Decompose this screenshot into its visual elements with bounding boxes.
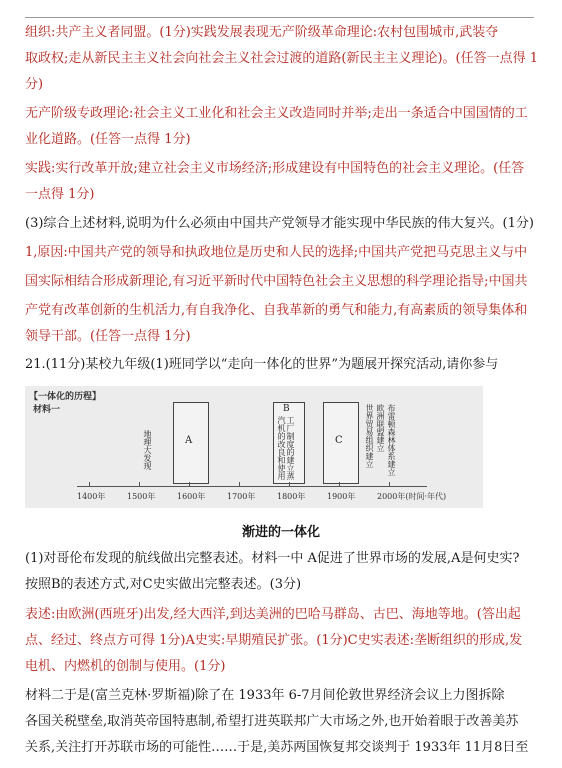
year-label: 1600年 — [177, 492, 206, 501]
figure-caption: 渐进的一体化 — [241, 525, 320, 540]
answer-line: 分) — [25, 77, 44, 92]
answer-line: 电机、内燃机的创制与使用。(1分) — [25, 659, 226, 674]
box-b-text: 工厂制度的建立蒸汽机的改良和使用 — [277, 416, 295, 480]
answer-line: 业化道路。(任答一点得 1分) — [25, 132, 191, 147]
material-label: 材料一 — [33, 405, 61, 415]
year-label: 2000年(时间·年代) — [377, 492, 447, 501]
year-label: 1500年 — [127, 492, 156, 501]
question-line: (1)对哥伦布发现的航线做出完整表述。材料一中 A促进了世界市场的发展,A是何史实? — [25, 551, 520, 566]
figure-header: 【一体化的历程】 — [29, 392, 102, 402]
question-21-line: 21.(11分)某校九年级(1)班同学以“走向一体化的世界”为题展开探究活动,请你参与 — [25, 357, 499, 372]
box-c-label: C — [335, 435, 343, 446]
right-col-1: 世界贸易组织建立 — [365, 404, 374, 468]
axis-tick — [289, 482, 290, 487]
axis-tick — [239, 482, 240, 487]
right-col-2: 欧洲联盟建立 — [376, 404, 385, 452]
year-label: 1900年 — [327, 492, 356, 501]
answer-line: 组织:共产主义者同盟。(1分)实践发展表现无产阶级革命理论:农村包围城市,武装夺 — [25, 25, 499, 40]
discovery-label: 地理大发现 — [143, 430, 152, 470]
answer-line: 一点得 1分) — [25, 187, 95, 202]
answer-line: 表述:由欧洲(西班牙)出发,经大西洋,到达美洲的巴哈马群岛、古巴、海地等地。(答出起 — [25, 607, 521, 622]
axis-tick — [89, 482, 90, 487]
answer-line: 1,原因:中国共产党的领导和执政地位是历史和人民的选择;中国共产党把马克思主义与中 — [25, 245, 528, 260]
material-two-line: 关系,关注打开苏联市场的可能性……于是,美苏两国恢复邦交谈判于 1933年 11月8日至 — [25, 740, 529, 755]
answer-line: 点、经过、终点方可得 1分)A史实:早期殖民扩张。(1分)C史实表述:垄断组织的形成,发 — [25, 633, 523, 648]
answer-line: 领导干部。(任答一点得 1分) — [25, 329, 191, 344]
year-label: 1400年 — [77, 492, 106, 501]
answer-line: 无产阶级专政理论:社会主义工业化和社会主义改造同时并举;走出一条适合中国国情的工 — [25, 106, 528, 121]
timeline-figure — [25, 386, 483, 508]
answer-line: 国实际相结合形成新理论,有习近平新时代中国特色社会主义思想的科学理论指导;中国共 — [25, 274, 528, 289]
answer-line: 取政权;走从新民主主义社会向社会主义社会过渡的道路(新民主主义理论)。(任答一点得 1 — [25, 51, 538, 66]
box-b-letter: B — [283, 404, 290, 414]
question-line: (3)综合上述材料,说明为什么必须由中国共产党领导才能实现中华民族的伟大复兴。(1分) — [25, 216, 534, 231]
answer-line: 产党有改革创新的生机活力,有自我净化、自我革新的勇气和能力,有高素质的领导集体和 — [25, 303, 528, 318]
material-two-line: 材料二于是(富兰克林·罗斯福)除了在 1933年 6-7月间伦敦世界经济会议上力图拆除 — [25, 688, 505, 703]
material-two-line: 各国关税壁垒,取消英帝国特惠制,希望打进英联邦广大市场之外,也开始着眼于改善美苏 — [25, 714, 519, 729]
axis-tick — [139, 482, 140, 487]
right-col-3: 布雷顿森林体系建立 — [387, 404, 396, 476]
year-label: 1700年 — [227, 492, 256, 501]
axis-tick — [339, 482, 340, 487]
top-rule — [25, 17, 534, 18]
question-line: 按照B的表述方式,对C史实做出完整表述。(3分) — [25, 577, 302, 592]
box-a-label: A — [185, 435, 193, 446]
answer-line: 实践:实行改革开放;建立社会主义市场经济;形成建设有中国特色的社会主义理论。(任答 — [25, 161, 525, 176]
axis-tick — [189, 482, 190, 487]
time-axis — [77, 486, 427, 487]
year-label: 1800年 — [277, 492, 306, 501]
axis-tick — [389, 482, 390, 487]
